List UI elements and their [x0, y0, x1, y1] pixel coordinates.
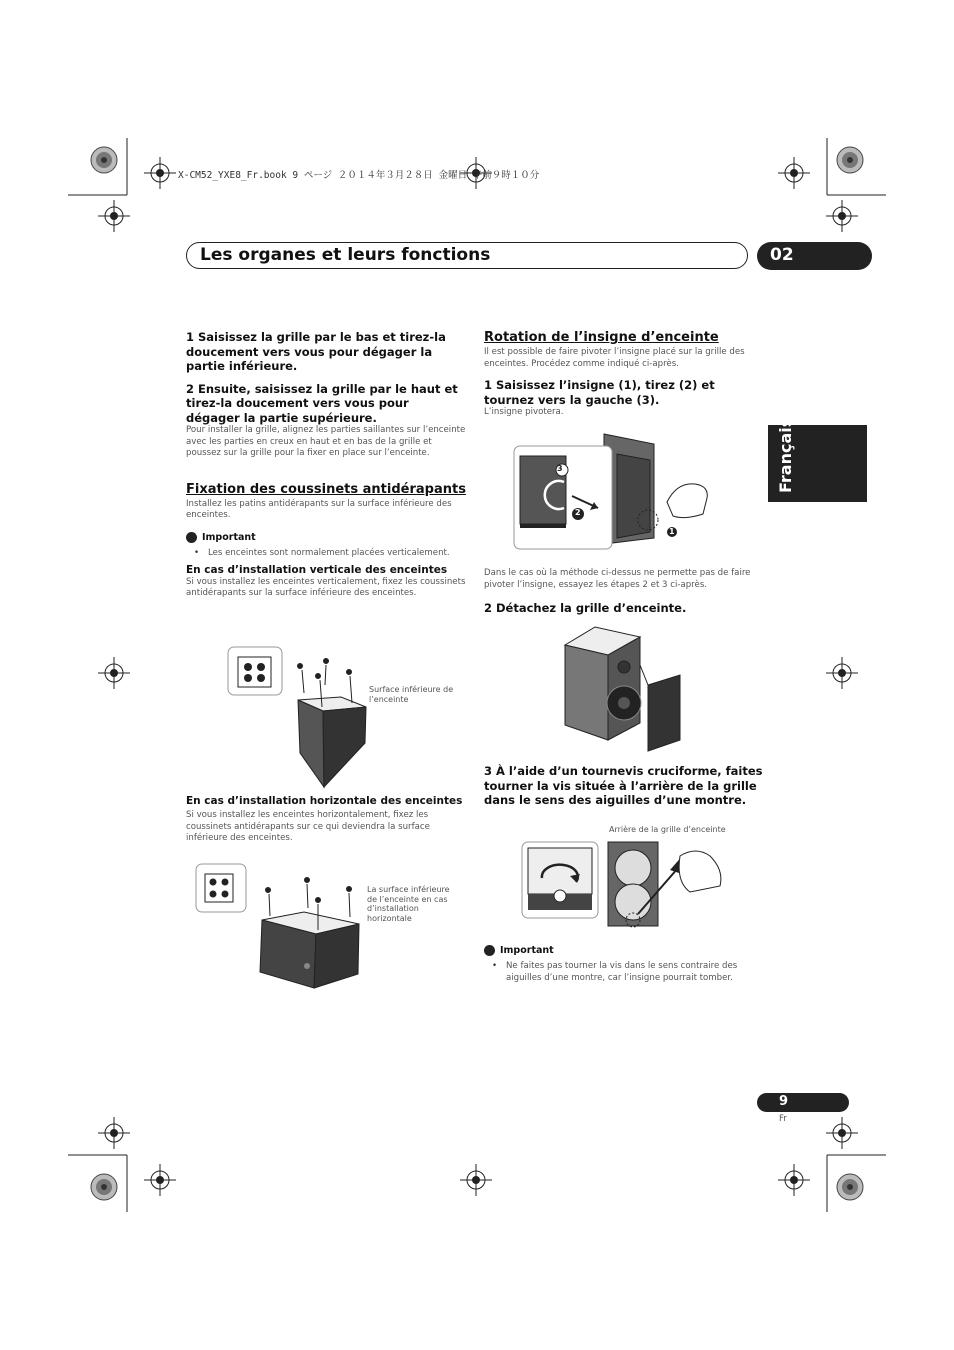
- chapter-number: 02: [770, 245, 794, 265]
- right-column-bottom: [484, 945, 764, 984]
- important-icon: [484, 945, 495, 956]
- page-number-badge: [757, 1093, 849, 1112]
- chapter-title-bar: [186, 242, 748, 269]
- badge-step-2-number: 2: [575, 508, 581, 517]
- left-step-1: 1 Saisissez la grille par le bas et tirez-la doucement vers vous pour dégager la partie inférieure.: [186, 330, 446, 373]
- important-label-right: Important: [500, 945, 554, 956]
- important-icon: [186, 532, 197, 543]
- right-column: [484, 330, 764, 419]
- important-bullet-left: • Les enceintes sont normalement placées verticalement.: [186, 548, 466, 560]
- important-left: [186, 532, 466, 543]
- horizontal-text: Si vous installez les enceintes horizontalement, fixez les coussinets antidérapants sur ce qui deviendra la surface inférieure des enceintes.: [186, 810, 430, 844]
- horizontal-install-illustration: [194, 862, 369, 992]
- right-step-1: 1 Saisissez l’insigne (1), tirez (2) et tournez vers la gauche (3).: [484, 378, 715, 407]
- left-column: [186, 330, 466, 600]
- right-step-2: 2 Détachez la grille d’enceinte.: [484, 601, 687, 616]
- print-header: X-CM52_YXE8_Fr.book 9 ページ ２０１４年３月２８日 金曜日 午前９時１０分: [178, 170, 540, 181]
- vertical-install-illustration: [226, 645, 376, 790]
- badge-step-1-number: 1: [669, 527, 675, 536]
- horizontal-caption: La surface inférieure de l’enceinte en cas d’installation horizontale: [367, 885, 450, 923]
- horizontal-title: En cas d’installation horizontale des enceintes: [186, 795, 463, 807]
- step3-caption: Arrière de la grille d’enceinte: [609, 825, 726, 834]
- detach-grille-illustration: [560, 625, 690, 755]
- screwdriver-illustration: [520, 838, 735, 930]
- section-title-pads: Fixation des coussinets antidérapants: [186, 481, 466, 497]
- page-number: 9: [779, 1094, 789, 1109]
- vertical-text: Si vous installez les enceintes verticalement, fixez les coussinets antidérapants sur la surface inférieure des enceintes.: [186, 576, 466, 599]
- chapter-number-tab: [757, 242, 872, 270]
- language-tab: [768, 417, 867, 502]
- right-step-3: 3 À l’aide d’un tournevis cruciforme, faites tourner la vis située à l’arrière de la grille dans le sens des aiguilles d’une montre.: [484, 764, 763, 807]
- section-intro-badge: Il est possible de faire pivoter l’insigne placé sur la grille des enceintes. Procédez comme indiqué ci-après.: [484, 347, 745, 369]
- left-step-2-note: Pour installer la grille, alignez les parties saillantes sur l’enceinte avec les parties en creux en haut et en bas de la grille et poussez sur la grille pour la fixer en place sur l’enceinte.: [186, 425, 466, 459]
- important-label-left: Important: [202, 531, 256, 543]
- badge-step-3-number: 3: [557, 464, 563, 473]
- page-language: Fr: [779, 1114, 787, 1124]
- badge-rotation-illustration: [512, 432, 742, 552]
- right-step-1-note: L’insigne pivotera.: [484, 407, 564, 418]
- right-after-text: Dans le cas où la méthode ci-dessus ne permette pas de faire pivoter l’insigne, essayez les étapes 2 et 3 ci-après.: [484, 568, 751, 590]
- left-column-bottom: [186, 795, 466, 845]
- vertical-caption: Surface inférieure de l’enceinte: [369, 685, 454, 704]
- vertical-title: En cas d’installation verticale des enceintes: [186, 563, 448, 576]
- section-intro-pads: Installez les patins antidérapants sur la surface inférieure des enceintes.: [186, 498, 452, 521]
- important-bullet-right: • Ne faites pas tourner la vis dans le sens contraire des aiguilles d’une montre, car l’insigne pourrait tomber.: [484, 961, 764, 984]
- language-label: Français: [776, 417, 795, 493]
- right-column-middle: [484, 568, 764, 616]
- section-title-badge: Rotation de l’insigne d’enceinte: [484, 330, 719, 345]
- right-column-step3: [484, 764, 764, 808]
- left-step-2: 2 Ensuite, saisissez la grille par le haut et tirez-la doucement vers vous pour dégager la partie supérieure.: [186, 381, 458, 425]
- chapter-title: Les organes et leurs fonctions: [200, 245, 491, 265]
- important-right: [484, 945, 764, 956]
